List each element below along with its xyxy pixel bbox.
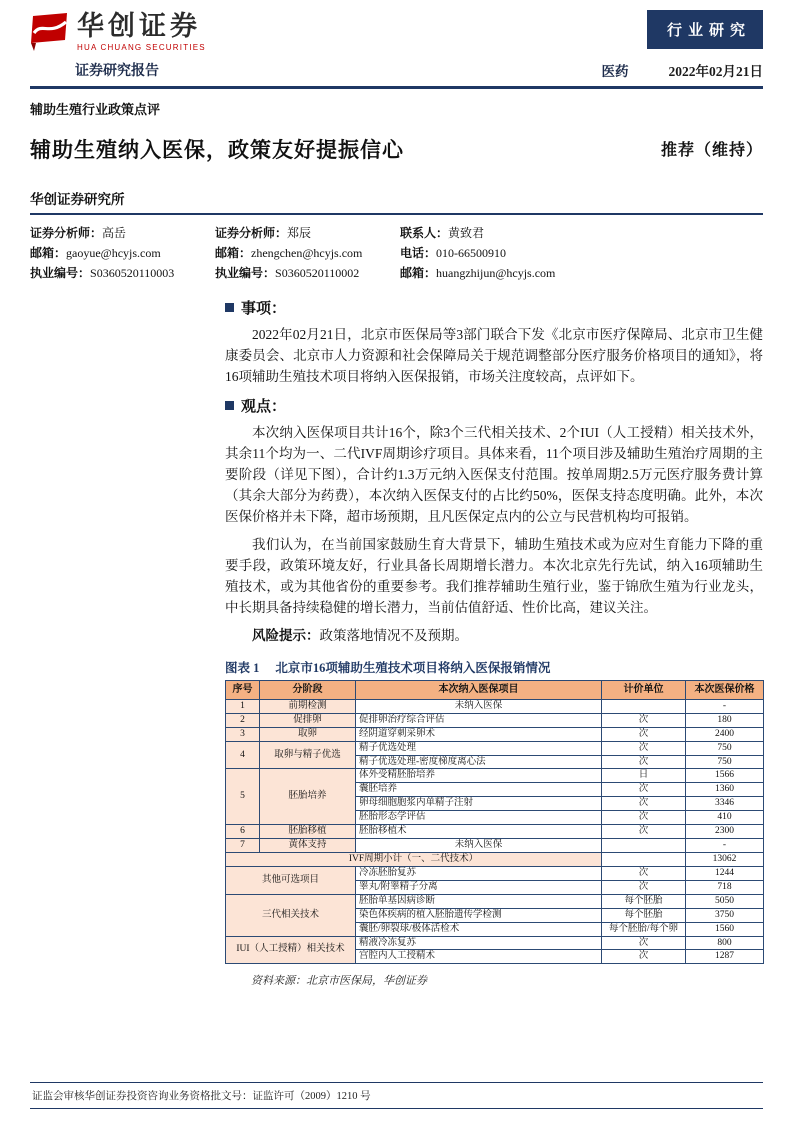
table-cell: 卵母细胞胞浆内单精子注射: [356, 797, 602, 811]
brand-name-en: HUA CHUANG SECURITIES: [77, 43, 206, 53]
table-cell: 次: [602, 880, 686, 894]
section-heading-view: [225, 395, 763, 416]
table-cell: 次: [602, 727, 686, 741]
table-cell: [602, 852, 686, 866]
table-cell: 次: [602, 811, 686, 825]
analyst-email-line: [215, 243, 400, 263]
table-cell: 750: [686, 755, 764, 769]
table-cell: 750: [686, 741, 764, 755]
table-row: [226, 769, 764, 783]
table-cell: 冷冻胚胎复苏: [356, 866, 602, 880]
source-note: 资料来源：北京市医保局，华创证券: [251, 975, 427, 988]
view-paragraph: 本次纳入医保项目共计16个，除3个三代相关技术、2个IUI（人工授精）相关技术外，其余11个均为一、二代IVF周期诊疗项目。具体来看，11个项目涉及辅助生殖治疗周期的主要阶段（详见下图），合计约1.3万元纳入医保支付范围。按单周期2.5万元医疗服务费计算（其余大部分为药费），本次纳入医保支付的占比约50%，医保支持态度明确。此外，本次医保价格并未下降，超市场预期，且凡医保定点内的公立与民营机构均可报销。: [225, 425, 763, 525]
contact-email-line: [400, 263, 555, 283]
table-cell: 800: [686, 936, 764, 950]
table-cell: 2400: [686, 727, 764, 741]
view-paragraph: 我们认为，在当前国家鼓励生育大背景下，辅助生殖技术或为应对生育能力下降的重要手段，政策环境友好，行业具备长周期增长潜力。本次北京先行先试，纳入16项辅助生殖技术，或为其他省份的重要参考。我们推荐辅助生殖行业，鉴于锦欣生殖为行业龙头，中长期具备持续稳健的增长潜力，当前估值舒适、性价比高，建议关注。: [225, 537, 763, 616]
table-cell: 2: [226, 713, 260, 727]
analyst-email: gaoyue@hcyjs.com: [66, 246, 161, 261]
table-cell: 3: [226, 727, 260, 741]
table-header-cell: 本次医保价格: [686, 681, 764, 700]
table-row: [226, 894, 764, 908]
analyst-license-line: [215, 263, 400, 283]
risk-label: 风险提示：: [252, 628, 320, 644]
table-cell: 1560: [686, 922, 764, 936]
table-header-cell: 序号: [226, 681, 260, 700]
table-cell: 5: [226, 769, 260, 825]
table-cell: 次: [602, 936, 686, 950]
analyst-name: 郑辰: [287, 226, 312, 241]
table-cell: 宫腔内人工授精术: [356, 950, 602, 964]
table-cell: -: [686, 699, 764, 713]
table-header-row: [226, 681, 764, 700]
email-label: 邮箱：: [215, 246, 252, 261]
report-series: 辅助生殖行业政策点评: [30, 102, 161, 118]
report-date: 2022年02月21日: [668, 64, 763, 80]
table-cell: 胚胎形态学评估: [356, 811, 602, 825]
institute-name: 华创证券研究所: [30, 192, 125, 208]
table-cell: 次: [602, 797, 686, 811]
license-label: 执业编号：: [215, 266, 276, 281]
figure-caption: 北京市16项辅助生殖技术项目将纳入医保报销情况: [275, 661, 551, 676]
title-row: [30, 134, 763, 164]
analyst-column-2: [215, 223, 400, 283]
table-cell: 促排卵治疗综合评估: [356, 713, 602, 727]
table-cell: [602, 699, 686, 713]
risk-text: 政策落地情况不及预期。: [319, 628, 468, 644]
page-footer: [30, 1082, 763, 1109]
analyst-email-line: [30, 243, 215, 263]
masthead: [30, 12, 763, 52]
table-cell: 次: [602, 713, 686, 727]
table-row: [226, 936, 764, 950]
table-cell: 1566: [686, 769, 764, 783]
analyst-label: 证券分析师：: [215, 226, 288, 241]
section-heading-label: 观点：: [241, 399, 287, 416]
table-cell: 胚胎单基因病诊断: [356, 894, 602, 908]
table-cell: 每个胚胎: [602, 908, 686, 922]
table-cell: 其他可选项目: [226, 866, 356, 894]
table-cell: 次: [602, 741, 686, 755]
table-cell: 6: [226, 825, 260, 839]
contact-email: huangzhijun@hcyjs.com: [436, 266, 556, 281]
analyst-license-line: [30, 263, 215, 283]
contact-name: 黄致君: [448, 226, 485, 241]
analyst-license: S0360520110003: [90, 266, 175, 281]
table-cell: 次: [602, 950, 686, 964]
table-cell: 1287: [686, 950, 764, 964]
table-cell: 胚胎培养: [260, 769, 356, 825]
table-cell: 体外受精胚胎培养: [356, 769, 602, 783]
table-cell: 410: [686, 811, 764, 825]
table-cell: 促排卵: [260, 713, 356, 727]
table-cell: 5050: [686, 894, 764, 908]
table-cell: 每个胚胎/每个卵: [602, 922, 686, 936]
report-body: [225, 297, 763, 988]
table-header-cell: 计价单位: [602, 681, 686, 700]
table-cell: 未纳入医保: [356, 699, 602, 713]
table-cell: 精子优选处理-密度梯度离心法: [356, 755, 602, 769]
table-cell: 前期检测: [260, 699, 356, 713]
table-cell: 胚胎移植术: [356, 825, 602, 839]
figure-label: 图表 1: [225, 661, 260, 676]
contact-label: 联系人：: [400, 226, 449, 241]
table-cell: 次: [602, 783, 686, 797]
table-cell: 1: [226, 699, 260, 713]
table-cell: 胚胎移植: [260, 825, 356, 839]
table-row: [226, 825, 764, 839]
table-cell: 7: [226, 839, 260, 853]
email-label: 邮箱：: [30, 246, 67, 261]
brand-text: [77, 12, 206, 52]
table-cell: 取卵: [260, 727, 356, 741]
table-cell: 经阴道穿刺采卵术: [356, 727, 602, 741]
table-row: [226, 741, 764, 755]
analyst-label: 证券分析师：: [30, 226, 103, 241]
table-cell: 718: [686, 880, 764, 894]
table-cell: 黄体支持: [260, 839, 356, 853]
table-cell: 未纳入医保: [356, 839, 602, 853]
footer-text: 证监会审核华创证券投资咨询业务资格批文号：证监许可（2009）1210 号: [32, 1091, 371, 1102]
reimbursement-table: [225, 680, 764, 964]
square-bullet-icon: [225, 303, 234, 312]
table-cell: 次: [602, 825, 686, 839]
table-cell: 染色体疾病的植入胚胎遗传学检测: [356, 908, 602, 922]
subhead: [30, 60, 763, 89]
analyst-column-3: [400, 223, 555, 283]
table-cell: 13062: [686, 852, 764, 866]
table-cell: 1244: [686, 866, 764, 880]
table-cell: -: [686, 839, 764, 853]
figure-title: [225, 658, 763, 676]
license-label: 执业编号：: [30, 266, 91, 281]
table-header-cell: 分阶段: [260, 681, 356, 700]
table-row: [226, 727, 764, 741]
analyst-email: zhengchen@hcyjs.com: [251, 246, 363, 261]
table-cell: 180: [686, 713, 764, 727]
report-type-label: 证券研究报告: [75, 64, 159, 80]
table-cell: IUI（人工授精）相关技术: [226, 936, 356, 964]
analyst-name: 高岳: [102, 226, 127, 241]
flag-icon: [30, 12, 70, 52]
contact-phone-line: [400, 243, 555, 263]
brand-name: 华创证券: [77, 11, 201, 41]
analyst-license: S0360520110002: [275, 266, 360, 281]
table-cell: 睾丸/附睾精子分离: [356, 880, 602, 894]
email-label: 邮箱：: [400, 266, 437, 281]
table-cell: 囊胚/卵裂球/极体活检术: [356, 922, 602, 936]
risk-statement: [225, 625, 763, 646]
table-cell: 精子优选处理: [356, 741, 602, 755]
report-category-badge: 行业研究: [647, 10, 763, 49]
page-title: 辅助生殖纳入医保，政策友好提振信心: [30, 138, 404, 163]
analyst-column-1: [30, 223, 215, 283]
institute-rule: [30, 188, 763, 215]
section-heading-label: 事项：: [241, 301, 287, 318]
table-cell: 3750: [686, 908, 764, 922]
table-row: [226, 839, 764, 853]
table-row: [226, 866, 764, 880]
table-cell: IVF周期小计（一、二代技术）: [226, 852, 602, 866]
table-row: [226, 852, 764, 866]
table-cell: 每个胚胎: [602, 894, 686, 908]
table-cell: 取卵与精子优选: [260, 741, 356, 769]
rating-badge: 推荐（维持）: [660, 142, 763, 160]
industry-label: 医药: [601, 64, 629, 80]
phone-label: 电话：: [400, 246, 437, 261]
industry-date: [602, 60, 764, 80]
table-cell: 日: [602, 769, 686, 783]
table-cell: 2300: [686, 825, 764, 839]
analyst-grid: [30, 223, 763, 283]
table-cell: [602, 839, 686, 853]
table-cell: 精液冷冻复苏: [356, 936, 602, 950]
contact-name-line: [400, 223, 555, 243]
table-cell: 1360: [686, 783, 764, 797]
table-cell: 3346: [686, 797, 764, 811]
contact-phone: 010-66500910: [436, 246, 507, 261]
table-row: [226, 713, 764, 727]
analyst-name-line: [30, 223, 215, 243]
table-cell: 次: [602, 755, 686, 769]
table-cell: 次: [602, 866, 686, 880]
table-cell: 三代相关技术: [226, 894, 356, 936]
square-bullet-icon: [225, 401, 234, 410]
analyst-name-line: [215, 223, 400, 243]
section-heading-item: [225, 297, 763, 318]
table-header-cell: 本次纳入医保项目: [356, 681, 602, 700]
table-cell: 4: [226, 741, 260, 769]
table-row: [226, 699, 764, 713]
brand-logo: [30, 12, 206, 52]
item-paragraph: 2022年02月21日，北京市医保局等3部门联合下发《北京市医疗保障局、北京市卫生健康委员会、北京市人力资源和社会保障局关于规范调整部分医疗服务价格项目的通知》，将16项辅助生殖技术项目将纳入医保报销，市场关注度较高，点评如下。: [225, 327, 763, 385]
table-cell: 囊胚培养: [356, 783, 602, 797]
